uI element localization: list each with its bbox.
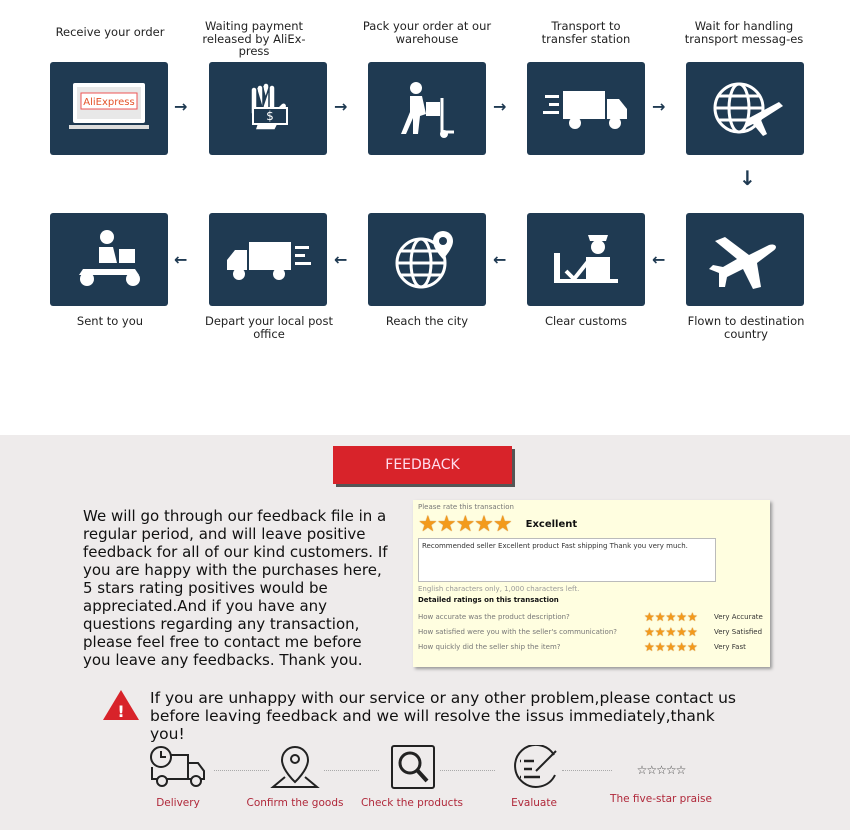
step-box-pack-order: [368, 62, 486, 155]
warning-text: If you are unhappy with our service or any other problem,please contact us before leaving feedback and we will resolve the issus immediately,thank you!: [150, 689, 737, 743]
step-delivery: [113, 745, 243, 809]
delivery-truck-icon: [223, 230, 313, 290]
step-label: Confirm the goods: [246, 797, 344, 809]
rating-label: Excellent: [525, 519, 578, 530]
step-label: Transport to transfer station: [541, 19, 631, 46]
arrow-right-icon: →: [334, 97, 348, 116]
step-box-transport: [527, 62, 645, 155]
delivery-truck-icon: [541, 79, 631, 139]
checklist-pen-icon: [504, 745, 564, 789]
customs-officer-icon: [546, 225, 626, 295]
airplane-icon: [705, 225, 785, 295]
feedback-heading: FEEDBACK: [333, 446, 512, 484]
arrow-down-icon: ↓: [739, 166, 756, 190]
five-stars-icon: ☆☆☆☆☆: [636, 763, 686, 777]
step-box-receive-order: [50, 62, 168, 155]
detail-row: How satisfied were you with the seller's communication? ★★★★★ Very Satisfied: [418, 625, 763, 639]
step-label: Receive your order: [55, 25, 165, 39]
step-label: Clear customs: [544, 314, 628, 328]
step-box-wait-handling: [686, 62, 804, 155]
step-box-clear-customs: [527, 213, 645, 306]
hand-money-icon: [233, 74, 303, 144]
step-label: Flown to destination country: [687, 314, 805, 341]
step-confirm-goods: [230, 745, 360, 809]
step-five-star-praise: [596, 745, 726, 805]
detail-row: How accurate was the product description? ★★★★★ Very Accurate: [418, 610, 763, 624]
courier-scooter-icon: [69, 225, 149, 295]
step-label: Wait for handling transport messag-es: [684, 19, 804, 46]
svg-text:$: $: [266, 108, 274, 123]
step-label: Waiting payment released by AliEx-press: [202, 19, 306, 58]
step-label: Depart your local post office: [205, 314, 333, 341]
truck-clock-icon: [148, 745, 208, 789]
detail-row: How quickly did the seller ship the item? ★★★★★ Very Fast: [418, 640, 746, 654]
magnifier-icon: [382, 745, 442, 789]
step-box-depart-post-office: [209, 213, 327, 306]
step-box-flown-destination: [686, 213, 804, 306]
rating-prompt: Please rate this transaction: [418, 503, 514, 511]
step-label: Sent to you: [76, 314, 144, 328]
feedback-description: We will go through our feedback file in a regular period, and will leave positive feedback for all of our kind customers. If you are happy with the purchases here, 5 stars rating positives would be appreciated.And if you have any questions regarding any transaction, please feel free to contact me before you leave any feedbacks. Thank you.: [83, 507, 388, 669]
step-label: Evaluate: [511, 797, 557, 809]
arrow-left-icon: ←: [174, 250, 188, 269]
comment-textarea[interactable]: Recommended seller Excellent product Fast shipping Thank you very much.: [418, 538, 716, 582]
step-box-reach-city: [368, 213, 486, 306]
rating-stars: ★★★★★: [418, 512, 512, 537]
feedback-rating-card: [413, 500, 770, 667]
detail-title: Detailed ratings on this transaction: [418, 596, 559, 604]
step-label: The five-star praise: [610, 793, 712, 805]
svg-text:!: !: [117, 702, 125, 721]
map-pin-icon: [265, 745, 325, 789]
svg-text:AliExpress: AliExpress: [83, 96, 135, 108]
step-box-sent-to-you: [50, 213, 168, 306]
arrow-right-icon: →: [652, 97, 666, 116]
step-label: Check the products: [360, 797, 464, 809]
step-label: Pack your order at our warehouse: [362, 19, 492, 46]
globe-plane-icon: [705, 74, 785, 144]
step-check-products: [347, 745, 477, 809]
computer-aliexpress-icon: [69, 79, 149, 139]
arrow-left-icon: ←: [493, 250, 507, 269]
char-note: English characters only, 1,000 characters left.: [418, 585, 580, 593]
step-label: Reach the city: [385, 314, 469, 328]
worker-handtruck-icon: [392, 74, 462, 144]
step-box-waiting-payment: [209, 62, 327, 155]
arrow-right-icon: →: [493, 97, 507, 116]
arrow-left-icon: ←: [652, 250, 666, 269]
arrow-left-icon: ←: [334, 250, 348, 269]
step-label: Delivery: [156, 797, 200, 809]
globe-pin-icon: [387, 225, 467, 295]
arrow-right-icon: →: [174, 97, 188, 116]
warning-icon: [102, 688, 140, 722]
step-evaluate: [469, 745, 599, 809]
